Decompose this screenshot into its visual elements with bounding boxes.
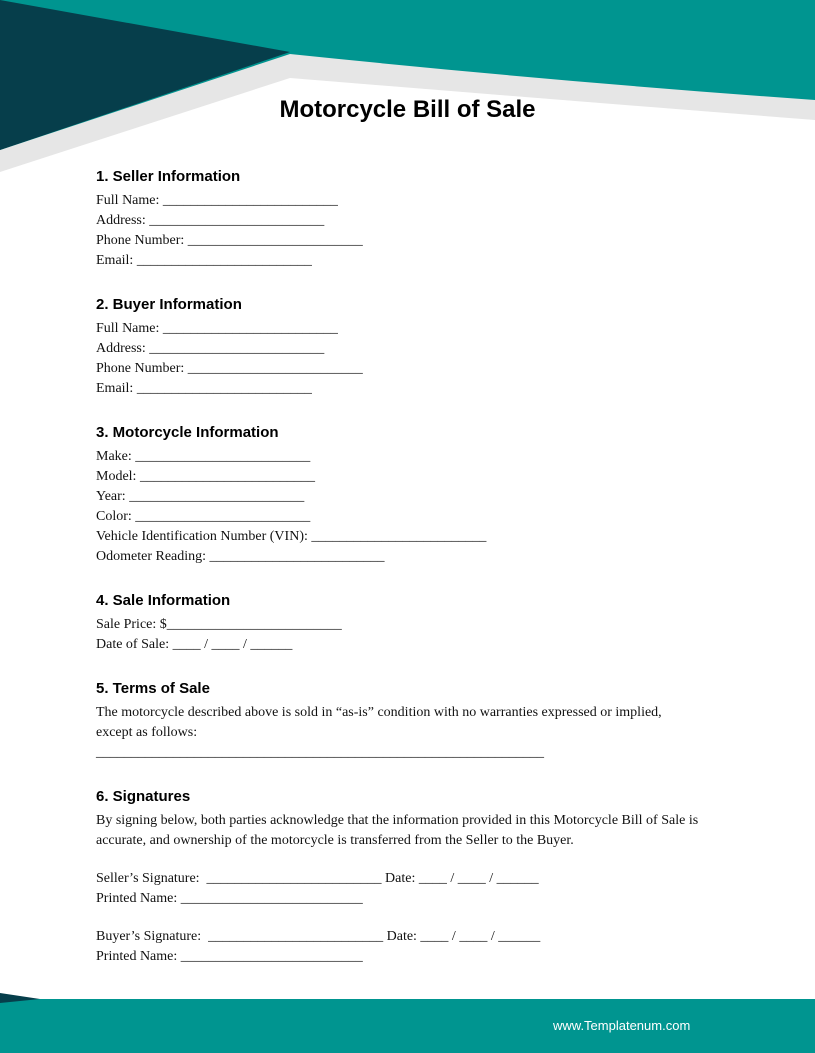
seller-signature-field[interactable]: Seller’s Signature: _________________________ Date: ____ / ____ / ______ — [96, 871, 539, 886]
footer-decoration — [0, 993, 815, 1053]
seller-email-field[interactable]: Email: _________________________ — [96, 253, 312, 268]
terms-exceptions-field[interactable]: ________________________________________________________________ — [96, 745, 544, 760]
form-content — [96, 166, 736, 990]
terms-text: The motorcycle described above is sold in “as-is” condition with no warranties expressed or implied, except as follows: — [96, 705, 662, 740]
seller-address-field[interactable]: Address: _________________________ — [96, 213, 325, 228]
seller-section — [96, 166, 736, 271]
terms-heading: 5. Terms of Sale — [96, 680, 210, 697]
color-field[interactable]: Color: _________________________ — [96, 509, 311, 524]
footer-url[interactable]: www.Templatenum.com — [553, 1018, 691, 1033]
vin-field[interactable]: Vehicle Identification Number (VIN): _________________________ — [96, 529, 487, 544]
seller-printed-name-field[interactable]: Printed Name: __________________________ — [96, 891, 363, 906]
buyer-section — [96, 294, 736, 399]
signatures-section — [96, 786, 736, 967]
motorcycle-section — [96, 422, 736, 567]
buyer-phone-field[interactable]: Phone Number: _________________________ — [96, 361, 363, 376]
sale-heading: 4. Sale Information — [96, 592, 231, 609]
sale-date-field[interactable]: Date of Sale: ____ / ____ / ______ — [96, 637, 293, 652]
signatures-text: By signing below, both parties acknowledge that the information provided in this Motorcycle Bill of Sale is accurate, and ownership of the motorcycle is transferred from the Seller to the Buyer. — [96, 813, 699, 848]
terms-section — [96, 678, 736, 763]
buyer-full-name-field[interactable]: Full Name: _________________________ — [96, 321, 338, 336]
seller-full-name-field[interactable]: Full Name: _________________________ — [96, 193, 338, 208]
motorcycle-heading: 3. Motorcycle Information — [96, 424, 279, 441]
buyer-signature-field[interactable]: Buyer’s Signature: _________________________ Date: ____ / ____ / ______ — [96, 929, 541, 944]
sale-section — [96, 590, 736, 655]
sale-price-field[interactable]: Sale Price: $_________________________ — [96, 617, 342, 632]
buyer-address-field[interactable]: Address: _________________________ — [96, 341, 325, 356]
model-field[interactable]: Model: _________________________ — [96, 469, 315, 484]
header-decoration — [0, 0, 815, 180]
odometer-field[interactable]: Odometer Reading: _________________________ — [96, 549, 385, 564]
footer-teal-band — [0, 999, 815, 1053]
signatures-heading: 6. Signatures — [96, 788, 191, 805]
seller-phone-field[interactable]: Phone Number: _________________________ — [96, 233, 363, 248]
document-title: Motorcycle Bill of Sale — [279, 96, 536, 123]
buyer-printed-name-field[interactable]: Printed Name: __________________________ — [96, 949, 363, 964]
year-field[interactable]: Year: _________________________ — [96, 489, 305, 504]
seller-heading: 1. Seller Information — [96, 168, 241, 185]
buyer-heading: 2. Buyer Information — [96, 296, 242, 313]
buyer-email-field[interactable]: Email: _________________________ — [96, 381, 312, 396]
make-field[interactable]: Make: _________________________ — [96, 449, 311, 464]
